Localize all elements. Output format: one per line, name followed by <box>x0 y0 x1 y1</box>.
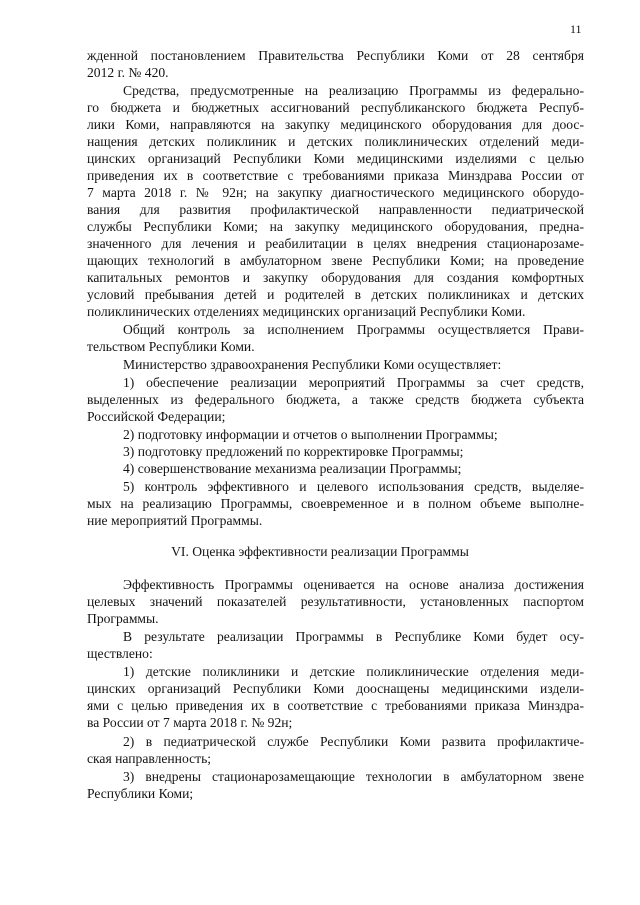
list-item: 3) внедрены стационарозамещающие технологии в амбулаторном звене <box>123 769 584 784</box>
text-line: ществлено: <box>87 646 153 661</box>
text-line: Министерство здравоохранения Республики Коми осуществляет: <box>123 357 502 372</box>
text-line: ва России от 7 марта 2018 г. № 92н; <box>87 715 293 730</box>
text-line: поликлинических отделениях медицинских организаций Республики Коми. <box>87 304 526 319</box>
text-line: нащения детских поликлиник и детских поликлинических отделений меди- <box>87 134 584 149</box>
text-line: щающих технологий в амбулаторном звене Республики Коми; на проведение <box>87 253 584 268</box>
text-line: цинских организаций Республики Коми медицинскими изделиями с целью <box>87 151 584 166</box>
text-line: вания для развития профилактической направленности педиатрической <box>87 202 584 217</box>
text-line: цинских организаций Республики Коми дооснащены медицинскими издели- <box>87 681 584 696</box>
list-item: 5) контроль эффективного и целевого использования средств, выделяе- <box>123 479 584 494</box>
text-line: мых на реализацию Программы, своевременное и в полном объеме выполне- <box>87 496 584 511</box>
text-line: ская направленность; <box>87 751 212 766</box>
list-item: 3) подготовку предложений по корректировке Программы; <box>123 444 464 459</box>
text-line: выделенных из федерального бюджета, а также средств бюджета субъекта <box>87 392 584 407</box>
list-item: 2) в педиатрической службе Республики Коми развита профилактиче- <box>123 734 584 749</box>
text-line: тельством Республики Коми. <box>87 339 255 354</box>
text-line: лики Коми, направляются на закупку медицинского оборудования для доос- <box>87 117 584 132</box>
text-line: В результате реализации Программы в Республике Коми будет осу- <box>123 629 584 644</box>
text-line: условий пребывания детей и родителей в детских поликлиниках и детских <box>87 287 584 302</box>
page-number: 11 <box>570 22 582 36</box>
text-line: службы Республики Коми; на закупку медицинского оборудования, предна- <box>87 219 584 234</box>
text-line: приведения их в соответствие с требованиями приказа Минздрава России от <box>87 168 584 183</box>
text-line: ние мероприятий Программы. <box>87 513 263 528</box>
text-line: 7 марта 2018 г. № 92н; на закупку диагностического медицинского оборудо- <box>87 185 584 200</box>
list-item: 1) обеспечение реализации мероприятий Программы за счет средств, <box>123 375 584 390</box>
text-line: целевых значений показателей результативности, установленных паспортом <box>87 594 584 609</box>
text-line: ями с целью приведения их в соответствие с требованиями приказа Минздра- <box>87 698 584 713</box>
list-item: 2) подготовку информации и отчетов о выполнении Программы; <box>123 427 498 442</box>
list-item: 1) детские поликлиники и детские поликлинические отделения меди- <box>123 664 584 679</box>
section-heading: VI. Оценка эффективности реализации Программы <box>171 544 469 559</box>
text-line: Средства, предусмотренные на реализацию Программы из федерально- <box>123 83 584 98</box>
text-line: Программы. <box>87 611 159 626</box>
text-line: значенного для лечения и реабилитации в целях внедрения стационарозаме- <box>87 236 584 251</box>
text-line: Эффективность Программы оценивается на основе анализа достижения <box>123 577 584 592</box>
text-line: го бюджета и бюджетных ассигнований республиканского бюджета Респуб- <box>87 100 584 115</box>
text-line: Республики Коми; <box>87 786 194 801</box>
text-line: Общий контроль за исполнением Программы осуществляется Прави- <box>123 322 584 337</box>
text-line: жденной постановлением Правительства Республики Коми от 28 сентября <box>87 48 584 63</box>
text-line: 2012 г. № 420. <box>87 65 169 80</box>
list-item: 4) совершенствование механизма реализации Программы; <box>123 461 462 476</box>
text-line: Российской Федерации; <box>87 409 226 424</box>
text-line: капитальных ремонтов и закупку оборудования для создания комфортных <box>87 270 584 285</box>
